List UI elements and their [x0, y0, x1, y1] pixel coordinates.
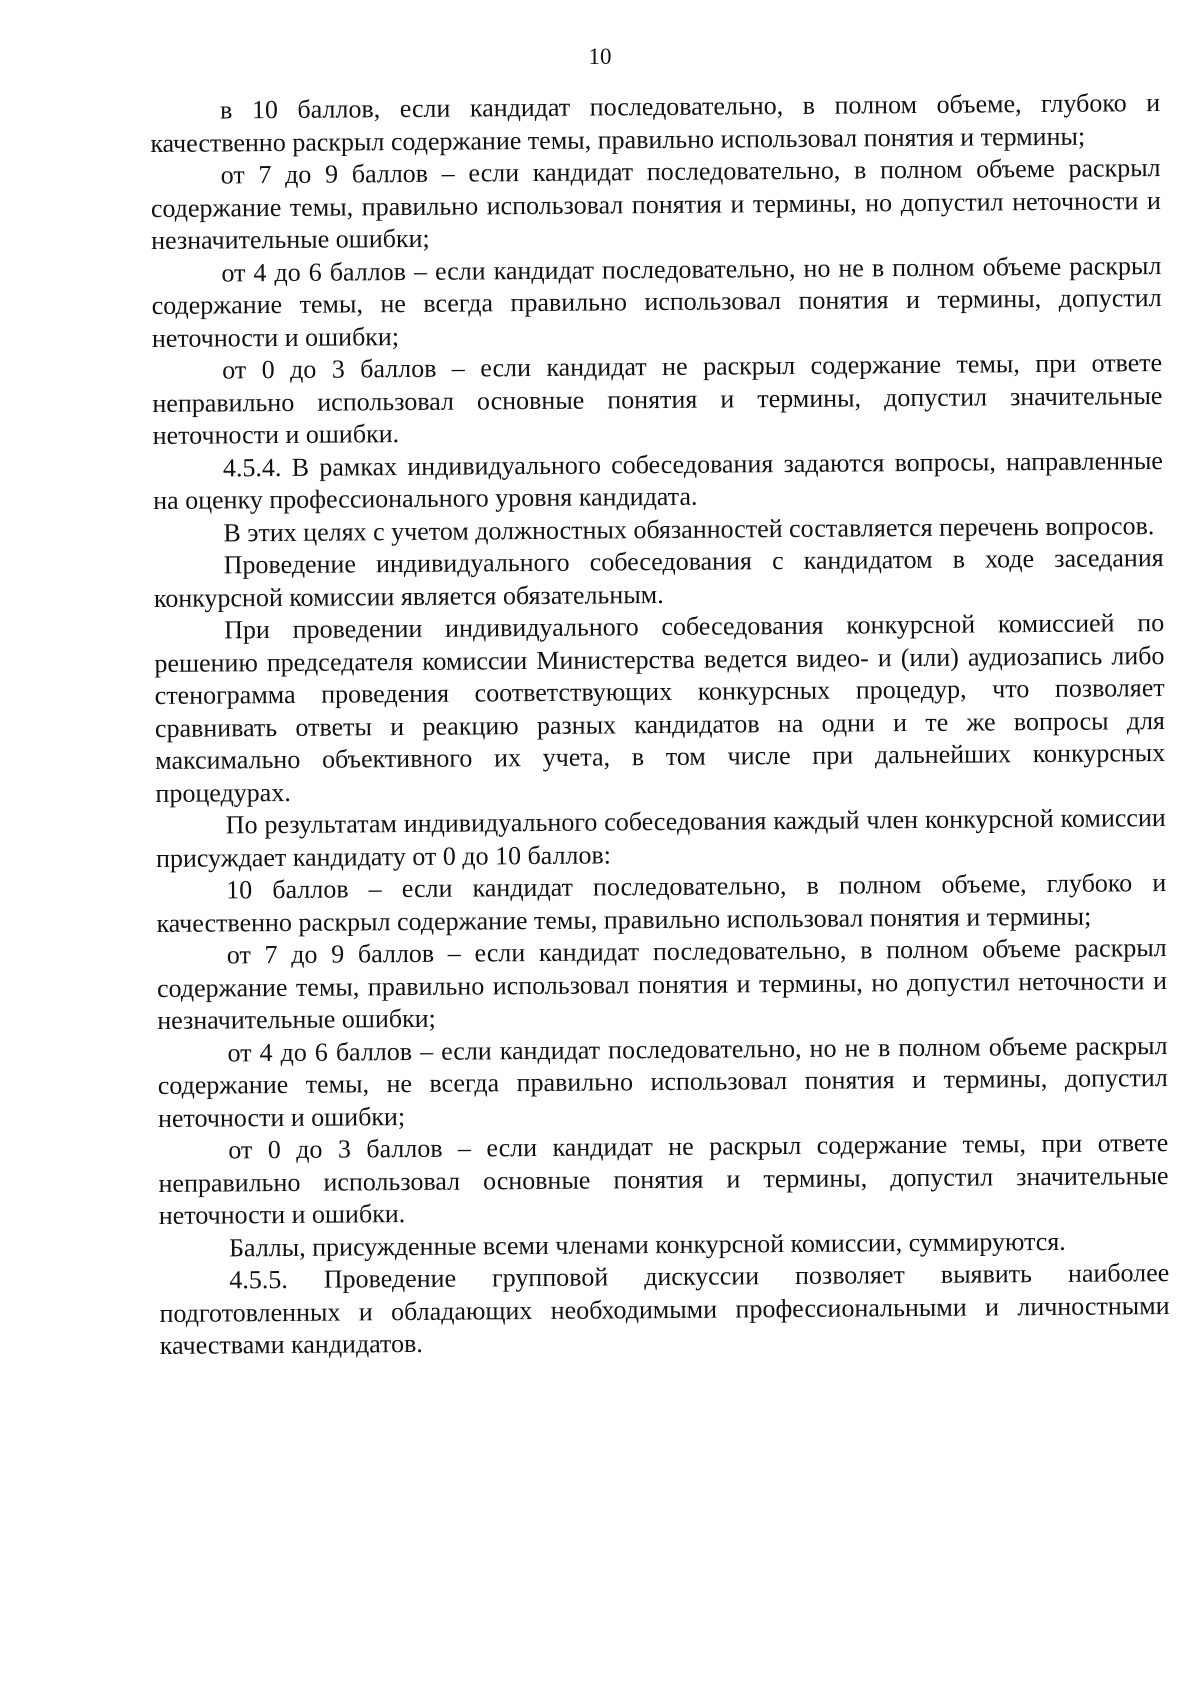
paragraph-scores-summed: Баллы, присужденные всеми членами конкурсной комиссии, суммируются.	[228, 1226, 1066, 1262]
paragraph-interview-mandatory: Проведение индивидуального собеседования с кандидатом в ходе заседания конкурсной комиссии является обязательным.	[153, 543, 1164, 613]
paragraph-score-7-9: от 7 до 9 баллов – если кандидат последовательно, в полном объеме раскрыл содержание темы, правильно использовал понятия и термины, но допустил неточности и незначительные ошибки;	[150, 153, 1161, 255]
paragraph-interview-results: По результатам индивидуального собеседования каждый член конкурсной комиссии присуждает кандидату от 0 до 10 баллов:	[155, 803, 1166, 873]
paragraph-interview-score-7-9: от 7 до 9 баллов – если кандидат последовательно, в полном объеме раскрыл содержание темы, правильно использовал понятия и термины, но допустил неточности и незначительные ошибки;	[156, 933, 1168, 1035]
document-body	[150, 87, 1170, 1362]
paragraph-score-4-6: от 4 до 6 баллов – если кандидат последовательно, но не в полном объеме раскрыл содержание темы, не всегда правильно использовал понятия и термины, допустил неточности и ошибки;	[151, 250, 1162, 353]
paragraph-score-0-3: от 0 до 3 баллов – если кандидат не раскрыл содержание темы, при ответе неправильно использовал основные понятия и термины, допустил значительные неточности и ошибки.	[152, 348, 1163, 450]
paragraph-recording: При проведении индивидуального собеседования конкурсной комиссией по решению председателя комиссии Министерства ведется видео- и (или) аудиозапись либо стенограмма проведения соответствующих конкурсных процедур, что позволяет сравнивать ответы и реакцию разных кандидатов на одни и те же вопросы для максимально объективного их учета, в том числе при дальнейших конкурсных процедурах.	[154, 608, 1166, 808]
paragraph-question-list: В этих целях с учетом должностных обязанностей составляется перечень вопросов.	[223, 510, 1155, 547]
paragraph-score-10: в 10 баллов, если кандидат последовательно, в полном объеме, глубоко и качественно раскрыл содержание темы, правильно использовал понятия и термины;	[150, 88, 1161, 158]
paragraph-interview-score-4-6: от 4 до 6 баллов – если кандидат последовательно, но не в полном объеме раскрыл содержание темы, не всегда правильно использовал понятия и термины, допустил неточности и ошибки;	[157, 1030, 1168, 1133]
paragraph-interview-score-10: 10 баллов – если кандидат последовательно, в полном объеме, глубоко и качественно раскрыл содержание темы, правильно использовал понятия и термины;	[156, 868, 1167, 938]
page-number: 10	[588, 44, 612, 69]
paragraph-interview-score-0-3: от 0 до 3 баллов – если кандидат не раскрыл содержание темы, при ответе неправильно использовал основные понятия и термины, допустил значительные неточности и ошибки.	[158, 1128, 1169, 1230]
paragraph-4-5-5: 4.5.5. Проведение групповой дискуссии позволяет выявить наиболее подготовленных и обладающих необходимыми профессиональными и личностными качествами кандидатов.	[159, 1258, 1170, 1360]
paragraph-4-5-4: 4.5.4. В рамках индивидуального собеседования задаются вопросы, направленные на оценку профессионального уровня кандидата.	[153, 445, 1164, 515]
